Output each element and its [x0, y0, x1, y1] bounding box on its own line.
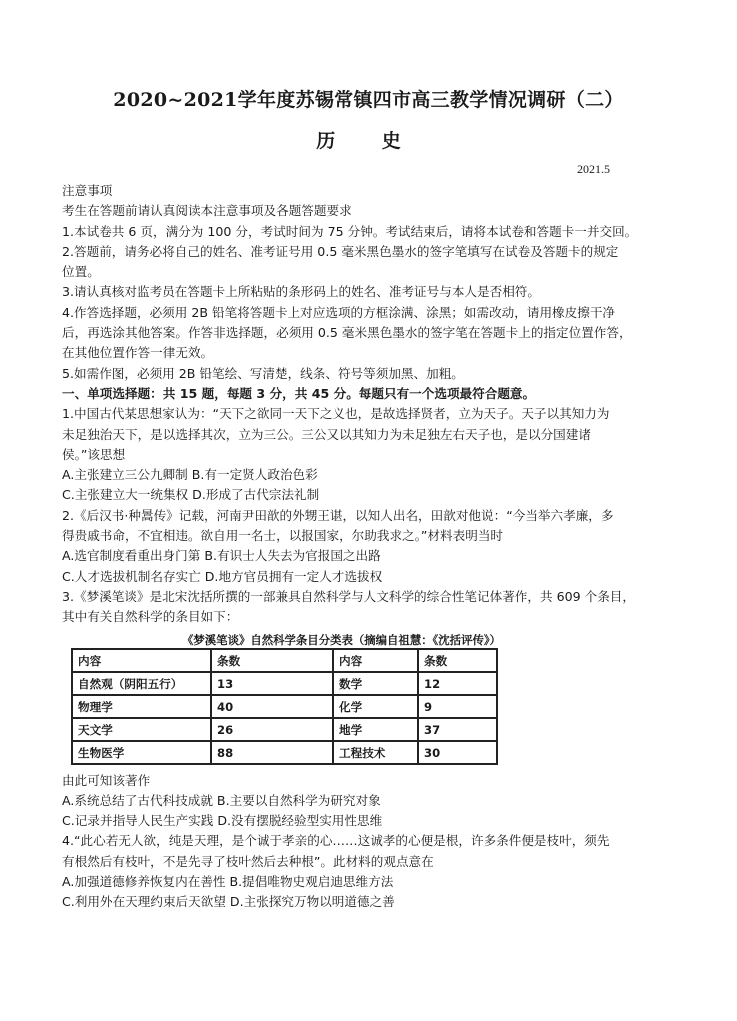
subject-title: 历 史: [316, 130, 421, 152]
science-items-table: [71, 648, 498, 765]
notice-heading: 注意事项: [62, 183, 113, 198]
table-header-cell: 内容: [72, 649, 211, 672]
table-cell: 地学: [333, 718, 418, 741]
table-row: [72, 718, 497, 741]
table-cell: 30: [418, 741, 497, 764]
table-cell: 天文学: [72, 718, 211, 741]
table-cell: 13: [211, 672, 333, 695]
section-heading: 一、单项选择题：共 15 题，每题 3 分，共 45 分。每题只有一个选项最符合题意。: [62, 385, 536, 401]
table-cell: 数学: [333, 672, 418, 695]
notice-line: 2.答题前，请务必将自己的姓名、准考证号用 0.5 毫米黑色墨水的签字笔填写在试卷及答题卡的规定: [62, 243, 619, 259]
notice-line: 在其他位置作答一律无效。: [62, 345, 214, 361]
table-header-cell: 内容: [333, 649, 418, 672]
option-line: C.主张建立大一统集权 D.形成了古代宗法礼制: [62, 487, 320, 503]
table-header-cell: 条数: [418, 649, 497, 672]
notice-line: 4.作答选择题，必须用 2B 铅笔将答题卡上对应选项的方框涂满、涂黑；如需改动，请用橡皮擦干净: [62, 304, 616, 320]
notice-line: 位置。: [62, 264, 100, 280]
question-line: 1.中国古代某思想家认为：“天下之欲同一天下之义也，是故选择贤者，立为天子。天子以其知力为: [62, 406, 610, 422]
table-cell: 12: [418, 672, 497, 695]
exam-title: 2020~2021学年度苏锡常镇四市高三教学情况调研（二）: [113, 89, 624, 111]
table-cell: 9: [418, 695, 497, 718]
notice-line: 5.如需作图，必须用 2B 铅笔绘、写清楚，线条、符号等须加黑、加粗。: [62, 365, 464, 381]
table-cell: 化学: [333, 695, 418, 718]
notice-section: [62, 181, 730, 384]
notice-line: 考生在答题前请认真阅读本注意事项及各题答题要求: [62, 203, 352, 219]
science-table-block: [62, 628, 730, 771]
exam-date: 2021.5: [577, 162, 610, 176]
question-line: 有根然后有枝叶，不是先寻了枝叶然后去种根”。此材料的观点意在: [62, 853, 434, 869]
option-line: C.利用外在天理约束后天欲望 D.主张探究万物以明道德之善: [62, 894, 395, 910]
table-cell: 工程技术: [333, 741, 418, 764]
question-2: [62, 506, 730, 587]
notice-line: 后，再选涂其他答案。作答非选择题，必须用 0.5 毫米黑色墨水的签字笔在答题卡上的指定位置作答，: [62, 325, 632, 341]
question-line: 2.《后汉书·种暠传》记载，河南尹田歆的外甥王谌，以知人出名，田歆对他说：“今当举六孝廉，多: [62, 507, 614, 523]
notice-line: 1.本试卷共 6 页，满分为 100 分，考试时间为 75 分钟。考试结束后，请将本试卷和答题卡一并交回。: [62, 223, 638, 239]
option-line: A.主张建立三公九卿制 B.有一定贤人政治色彩: [62, 467, 318, 483]
notice-line: 3.请认真核对监考员在答题卡上所粘贴的条形码上的姓名、准考证号与本人是否相符。: [62, 284, 540, 300]
exam-body: [62, 181, 730, 913]
table-caption: 《梦溪笔谈》自然科学条目分类表（摘编自祖慧：《沈括评传》）: [182, 632, 501, 647]
option-line: A.系统总结了古代科技成就 B.主要以自然科学为研究对象: [62, 792, 381, 808]
question-1: [62, 404, 730, 505]
table-row: [72, 741, 497, 764]
question-line: 由此可知该著作: [62, 772, 151, 788]
table-header-cell: 条数: [211, 649, 333, 672]
question-line: 未足独治天下，是以选择其次，立为三公。三公又以其知力为未足独左右天子也，是以分国建诸: [62, 426, 591, 442]
table-cell: 37: [418, 718, 497, 741]
option-line: A.选官制度看重出身门第 B.有识士人失去为官报国之出路: [62, 548, 381, 564]
question-line: 得贵戚书命，不宜相违。欲自用一名士，以报国家，尔助我求之。”材料表明当时: [62, 528, 504, 544]
table-cell: 40: [211, 695, 333, 718]
question-line: 侯。”该思想: [62, 446, 126, 462]
question-3: [62, 587, 730, 831]
question-line: 其中有关自然科学的条目如下：: [62, 609, 239, 625]
question-4: [62, 831, 730, 912]
table-header-row: [72, 649, 497, 672]
table-row: [72, 672, 497, 695]
table-row: [72, 695, 497, 718]
table-cell: 生物医学: [72, 741, 211, 764]
table-cell: 自然观（阴阳五行）: [72, 672, 211, 695]
question-line: 3.《梦溪笔谈》是北宋沈括所撰的一部兼具自然科学与人文科学的综合性笔记体著作，共 609 个条目，: [62, 588, 635, 604]
option-line: C.记录并指导人民生产实践 D.没有摆脱经验型实用性思维: [62, 813, 383, 829]
table-cell: 88: [211, 741, 333, 764]
table-cell: 26: [211, 718, 333, 741]
option-line: C.人才选拔机制名存实亡 D.地方官员拥有一定人才选拔权: [62, 568, 383, 584]
question-line: 4.“此心若无人欲，纯是天理，是个诚于孝亲的心……这诚孝的心便是根，许多条件便是枝叶，须先: [62, 833, 610, 849]
table-cell: 物理学: [72, 695, 211, 718]
option-line: A.加强道德修养恢复内在善性 B.提倡唯物史观启迪思维方法: [62, 874, 394, 890]
